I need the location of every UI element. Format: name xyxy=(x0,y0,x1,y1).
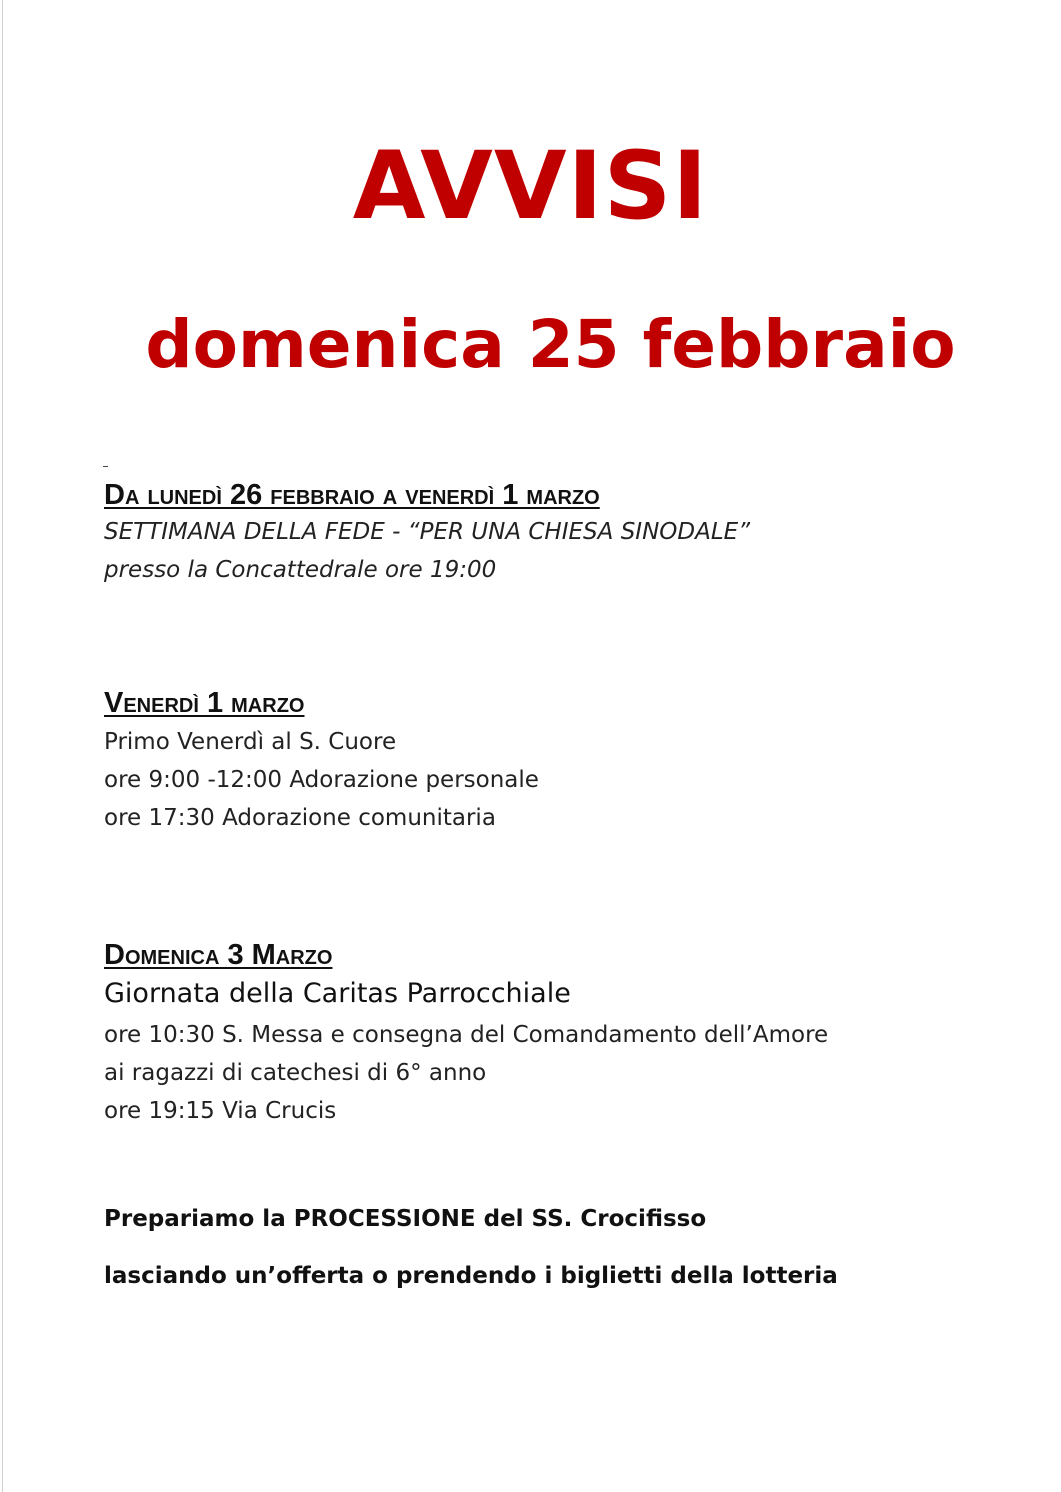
page-subtitle: domenica 25 febbraio xyxy=(145,306,956,383)
notice-section-week-of-faith xyxy=(104,478,1004,589)
section-subheading: Giornata della Caritas Parrocchiale xyxy=(104,978,571,1009)
footer-line-lottery: lasciando un’offerta o prendendo i biglietti della lotteria xyxy=(104,1263,838,1289)
section-line: presso la Concattedrale ore 19:00 xyxy=(104,557,497,583)
decorative-dash xyxy=(103,466,108,467)
section-line: ore 19:15 Via Crucis xyxy=(104,1098,337,1124)
section-line: ore 10:30 S. Messa e consegna del Comandamento dell’Amore xyxy=(104,1022,829,1048)
notice-section-caritas-sunday xyxy=(104,938,1004,1130)
section-heading: Domenica 3 Marzo xyxy=(104,939,333,971)
page-title: AVVISI xyxy=(352,132,709,241)
section-heading: Da lunedì 26 febbraio a venerdì 1 marzo xyxy=(104,479,600,511)
section-line: ore 9:00 -12:00 Adorazione personale xyxy=(104,767,539,793)
section-line: Primo Venerdì al S. Cuore xyxy=(104,729,397,755)
section-line: ore 17:30 Adorazione comunitaria xyxy=(104,805,496,831)
footer-line-procession: Prepariamo la PROCESSIONE del SS. Crocifisso xyxy=(104,1206,707,1232)
section-line: ai ragazzi di catechesi di 6° anno xyxy=(104,1060,487,1086)
notice-section-first-friday xyxy=(104,686,1004,837)
section-heading: Venerdì 1 marzo xyxy=(104,687,305,719)
section-line: SETTIMANA DELLA FEDE - “PER UNA CHIESA SINODALE” xyxy=(104,519,751,545)
